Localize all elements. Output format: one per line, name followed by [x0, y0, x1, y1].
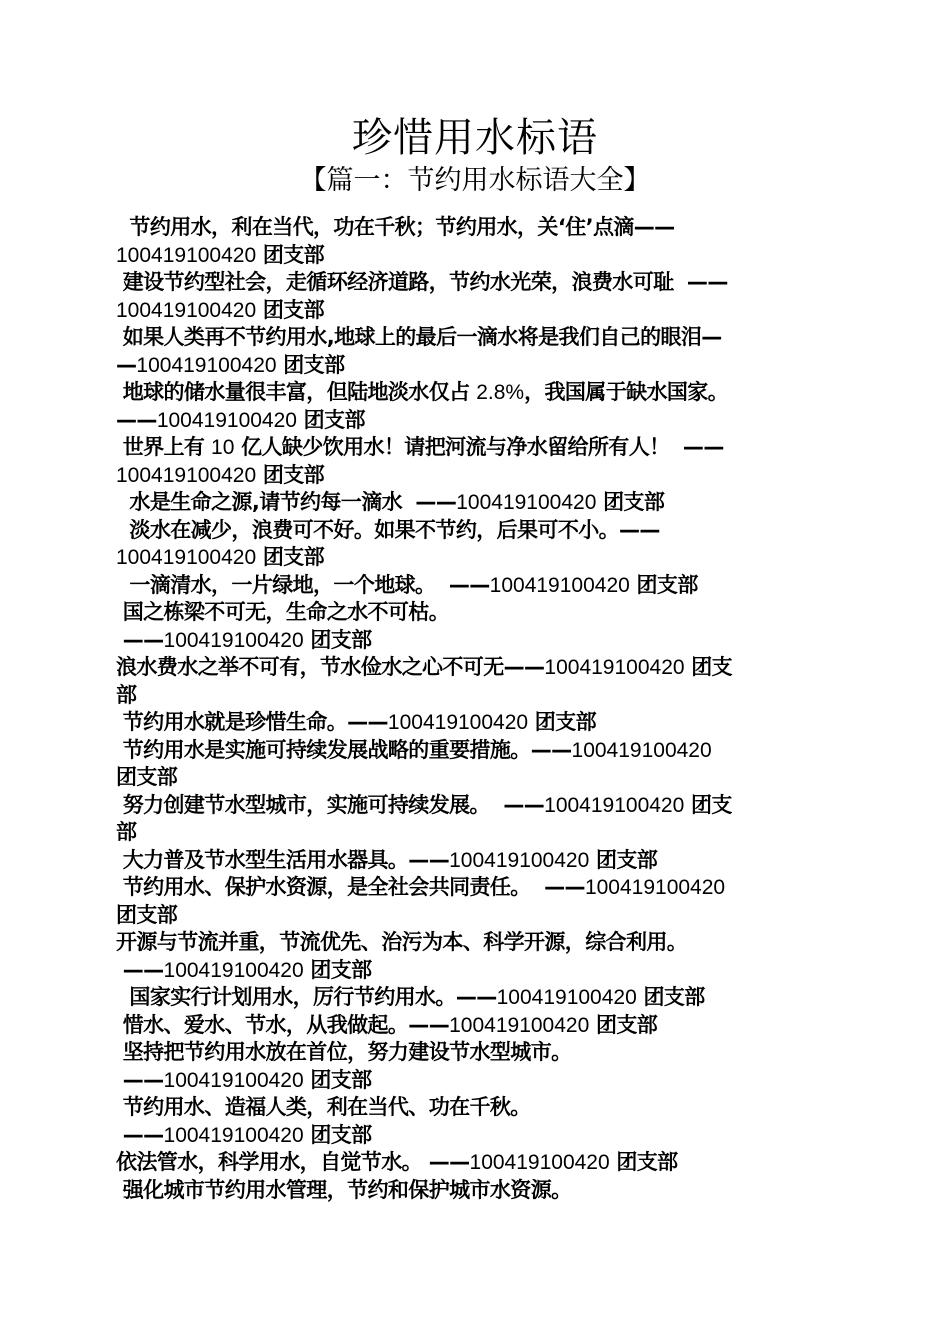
text-line: 节约用水，利在当代，功在千秋；节约用水，关‘住’点滴—— — [116, 215, 675, 239]
document-title: 珍惜用水标语 — [352, 115, 598, 161]
text-line: 坚持把节约用水放在首位，努力建设节水型城市。 — [116, 1040, 572, 1064]
text-line: ——100419100420 团支部 — [116, 627, 372, 652]
text-line: 节约用水、保护水资源，是全社会共同责任。 ——100419100420 — [116, 875, 726, 899]
text-line: 部 — [116, 820, 137, 844]
text-line: 部 — [116, 682, 137, 707]
text-line: —100419100420 团支部 — [116, 352, 345, 377]
text-line: 节约用水是实施可持续发展战略的重要措施。——100419100420 — [116, 737, 712, 762]
text-line: 努力创建节水型城市，实施可持续发展。 ——100419100420 团支 — [116, 792, 732, 817]
text-line: 大力普及节水型生活用水器具。——100419100420 团支部 — [116, 847, 658, 872]
text-line: 水是生命之源,请节约每一滴水 ——100419100420 团支部 — [116, 490, 665, 514]
text-line: 浪水费水之举不可有，节水俭水之心不可无——100419100420 团支 — [116, 655, 733, 679]
text-line: 建设节约型社会，走循环经济道路，节约水光荣，浪费水可耻 —— — [116, 270, 728, 294]
text-line: 100419100420 团支部 — [116, 297, 325, 322]
text-line: 100419100420 团支部 — [116, 545, 325, 569]
document-subtitle: 【篇一：节约用水标语大全】 — [299, 165, 651, 196]
text-line: 100419100420 团支部 — [116, 242, 325, 267]
text-line: 强化城市节约用水管理，节约和保护城市水资源。 — [116, 1177, 572, 1202]
text-line: ——100419100420 团支部 — [116, 1067, 372, 1092]
text-line: ——100419100420 团支部 — [116, 1122, 372, 1147]
text-line: 团支部 — [116, 765, 178, 789]
text-line: 世界上有 10 亿人缺少饮用水！请把河流与净水留给所有人！ —— — [116, 435, 724, 459]
text-line: 一滴清水，一片绿地，一个地球。 ——100419100420 团支部 — [116, 572, 698, 597]
document-body — [116, 214, 832, 1204]
text-line: 开源与节流并重，节流优先、治污为本、科学开源，综合利用。 — [116, 930, 688, 954]
text-line: 团支部 — [116, 902, 178, 927]
text-line: 依法管水，科学用水，自觉节水。 ——100419100420 团支部 — [116, 1150, 678, 1174]
text-line: 节约用水就是珍惜生命。——100419100420 团支部 — [116, 710, 596, 734]
text-line: 惜水、爱水、节水，从我做起。——100419100420 团支部 — [116, 1012, 658, 1037]
text-line: 地球的储水量很丰富，但陆地淡水仅占 2.8%，我国属于缺水国家。 — [116, 380, 729, 404]
text-line: 100419100420 团支部 — [116, 462, 325, 487]
text-line: 国家实行计划用水，厉行节约用水。——100419100420 团支部 — [116, 985, 705, 1009]
text-line: 如果人类再不节约用水,地球上的最后一滴水将是我们自己的眼泪— — [116, 325, 722, 349]
text-line: 国之栋梁不可无，生命之水不可枯。 — [116, 600, 450, 624]
text-line: 节约用水、造福人类，利在当代、功在千秋。 — [116, 1095, 531, 1119]
text-line: ——100419100420 团支部 — [116, 407, 365, 432]
text-line: 淡水在减少，浪费可不好。如果不节约，后果可不小。—— — [116, 517, 660, 542]
text-line: ——100419100420 团支部 — [116, 957, 372, 982]
